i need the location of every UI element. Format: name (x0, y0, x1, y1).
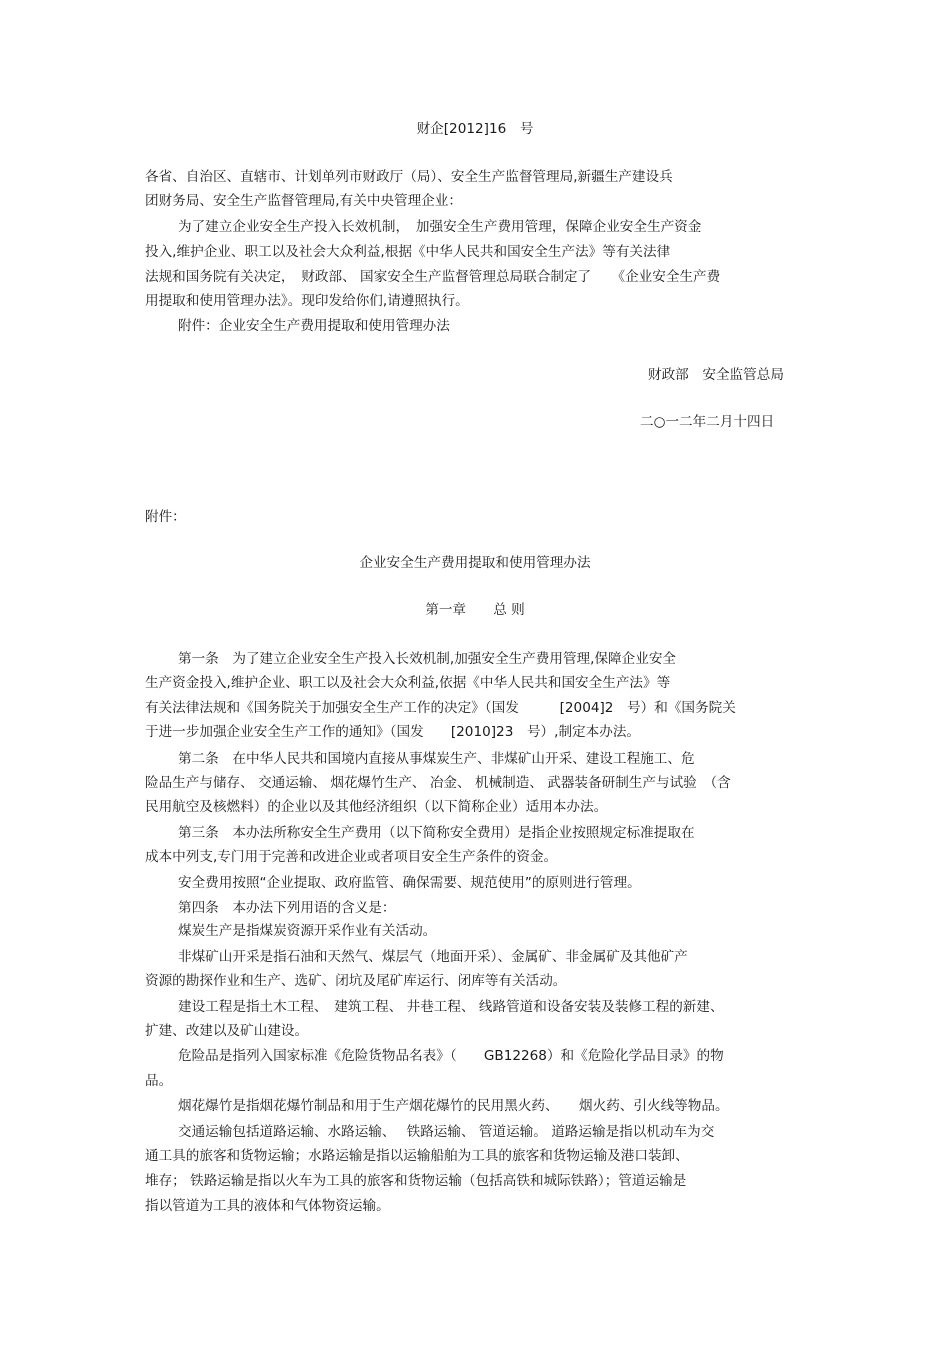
recipients-line: 团财务局、安全生产监督管理局,有关中央管理企业： (145, 193, 462, 209)
body-line: 资源的勘探作业和生产、选矿、闭坑及尾矿库运行、闭库等有关活动。 (145, 973, 567, 989)
body-line: 第四条 本办法下列用语的含义是： (178, 900, 396, 916)
body-line: 第三条 本办法所称安全生产费用（以下简称安全费用）是指企业按照规定标准提取在 (178, 825, 695, 841)
body-line: 指以管道为工具的液体和气体物资运输。 (145, 1198, 390, 1214)
intro-line: 投入,维护企业、职工以及社会大众利益,根据《中华人民共和国安全生产法》等有关法律 (145, 244, 671, 260)
body-line: 扩建、改建以及矿山建设。 (145, 1023, 309, 1039)
doc-number: 财企[2012]16 号 (416, 121, 534, 137)
body-line: 于进一步加强企业安全生产工作的通知》（国发 [2010]23 号）,制定本办法。 (145, 724, 641, 740)
body-line: 建设工程是指土木工程、 建筑工程、 井巷工程、 线路管道和设备安装及装修工程的新建、 (178, 999, 724, 1015)
body-line: 民用航空及核燃料）的企业以及其他经济组织（以下简称企业）适用本办法。 (145, 799, 608, 815)
body-line: 第二条 在中华人民共和国境内直接从事煤炭生产、非煤矿山开采、建设工程施工、危 (178, 751, 695, 767)
attachment-note: 附件：企业安全生产费用提取和使用管理办法 (178, 318, 450, 334)
body-line: 有关法律法规和《国务院关于加强安全生产工作的决定》（国发 [2004]2 号）和《国务院关 (145, 700, 736, 716)
body-line: 成本中列支,专门用于完善和改进企业或者项目安全生产条件的资金。 (145, 849, 558, 865)
body-line: 险品生产与储存、 交通运输、 烟花爆竹生产、 冶金、 机械制造、 武器装备研制生产与试验 （含 (145, 775, 731, 791)
body-line: 烟花爆竹是指烟花爆竹制品和用于生产烟花爆竹的民用黑火药、 烟火药、引火线等物品。 (178, 1098, 729, 1114)
body-line: 煤炭生产是指煤炭资源开采作业有关活动。 (178, 923, 437, 939)
chapter-title: 第一章 总 则 (425, 602, 525, 618)
body-line: 非煤矿山开采是指石油和天然气、煤层气（地面开采）、金属矿、非金属矿及其他矿产 (178, 949, 688, 965)
issue-date: 二○一二年二月十四日 (640, 414, 775, 430)
body-line: 交通运输包括道路运输、水路运输、 铁路运输、 管道运输。 道路运输是指以机动车为交 (178, 1124, 715, 1140)
body-line: 生产资金投入,维护企业、职工以及社会大众利益,依据《中华人民共和国安全生产法》等 (145, 675, 671, 691)
recipients-line: 各省、自治区、直辖市、计划单列市财政厅（局）、安全生产监督管理局,新疆生产建设兵 (145, 169, 673, 185)
attachment-label: 附件： (145, 509, 186, 525)
doc-title: 企业安全生产费用提取和使用管理办法 (359, 555, 591, 571)
body-line: 通工具的旅客和货物运输；水路运输是指以运输船舶为工具的旅客和货物运输及港口装卸、 (145, 1148, 689, 1164)
body-line: 危险品是指列入国家标准《危险货物品名表》（ GB12268）和《危险化学品目录》的物 (178, 1048, 724, 1064)
signers: 财政部 安全监管总局 (648, 367, 784, 383)
body-line: 品。 (145, 1073, 173, 1089)
body-line: 第一条 为了建立企业安全生产投入长效机制,加强安全生产费用管理,保障企业安全 (178, 651, 677, 667)
intro-line: 法规和国务院有关决定， 财政部、 国家安全生产监督管理总局联合制定了 《企业安全生产费 (145, 269, 721, 285)
intro-line: 为了建立企业安全生产投入长效机制， 加强安全生产费用管理，保障企业安全生产资金 (178, 219, 702, 235)
intro-line: 用提取和使用管理办法》。现印发给你们,请遵照执行。 (145, 293, 469, 309)
body-line: 安全费用按照“企业提取、政府监管、确保需要、规范使用”的原则进行管理。 (178, 875, 641, 891)
body-line: 堆存； 铁路运输是指以火车为工具的旅客和货物运输（包括高铁和城际铁路）；管道运输是 (145, 1173, 687, 1189)
